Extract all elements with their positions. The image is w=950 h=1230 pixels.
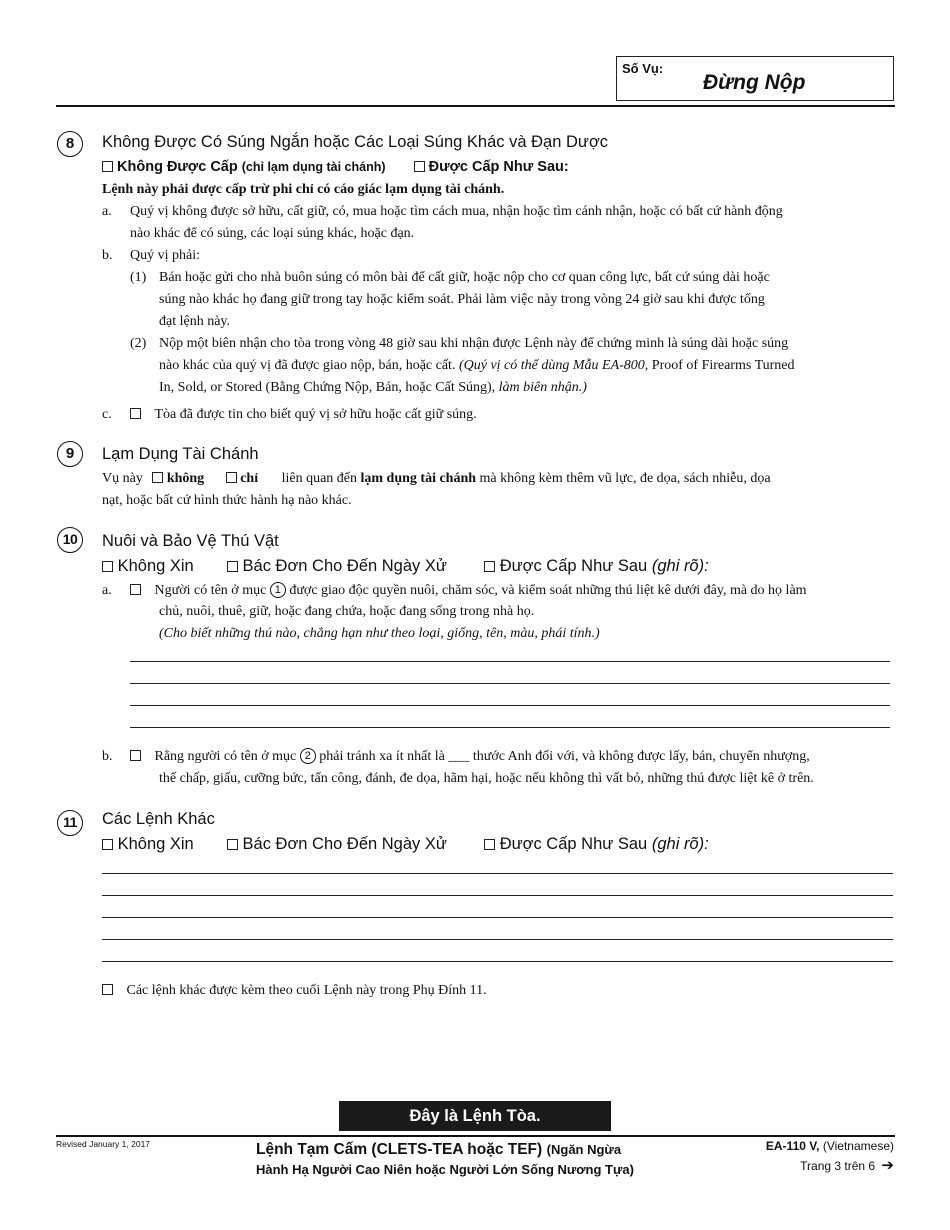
section-number-10: 10 [57, 527, 83, 553]
item-8b2-line3-text: In, Sold, or Stored (Bằng Chứng Nộp, Bán, hoặc Cất Súng), [159, 380, 496, 395]
fill-line-11-3[interactable] [102, 917, 893, 918]
item-10a-label: a. [102, 583, 112, 598]
item-10b-line1-pre: Rằng người có tên ở mục [154, 749, 297, 764]
form-title-sub: (Ngăn Ngừa [546, 1142, 622, 1157]
item-10b-ref: 2 [300, 748, 316, 764]
item-8b2-line3-italic: làm biên nhận.) [498, 380, 587, 395]
item-8b1-line2: súng nào khác họ đang giữ trong tay hoặc kiểm soát. Phải làm việc này trong vòng 24 giờ sau khi được tống [159, 292, 765, 307]
item-10a-line3: (Cho biết những thú nào, chẳng hạn như theo loại, giống, tên, màu, phái tính.) [159, 626, 600, 641]
item-8b2-line2-form: Proof of Firearms Turned [651, 358, 795, 373]
item-8c-label: c. [102, 407, 112, 422]
option-11-denied: Bác Đơn Cho Đến Ngày Xử [242, 835, 447, 853]
form-id-language: (Vietnamese) [822, 1139, 894, 1153]
section-9-khong-label: không [166, 471, 205, 486]
fill-line-10-3[interactable] [130, 705, 890, 706]
page-number: Trang 3 trên 6 [800, 1159, 876, 1173]
item-8b2-line2-italic: (Quý vị có thể dùng Mẫu EA-800, [458, 358, 649, 373]
section-11-options [102, 835, 709, 854]
section-9-chi-label: chỉ [240, 471, 259, 486]
item-8b1-line3: đạt lệnh này. [159, 314, 231, 329]
revised-date: Revised January 1, 2017 [56, 1139, 151, 1149]
court-order-banner: Đây là Lệnh Tòa. [339, 1101, 611, 1131]
item-8a-line1: Quý vị không được sở hữu, cất giữ, có, mua hoặc tìm cách mua, nhận hoặc tìm cánh nhận, hoặc có bất cứ hành động [130, 204, 783, 219]
section-9-bold: lạm dụng tài chánh [360, 471, 477, 486]
section-11-title: Các Lệnh Khác [102, 810, 215, 828]
item-8b1-label: (1) [130, 270, 147, 285]
option-10-granted-note: (ghi rõ): [651, 557, 709, 575]
section-9-line2: nạt, hoặc bất cứ hình thức hành hạ nào khác. [102, 493, 352, 508]
item-8a-label: a. [102, 204, 112, 219]
section-number-11: 11 [57, 810, 83, 836]
item-10b-label: b. [102, 749, 113, 764]
footer-rule [56, 1135, 895, 1137]
option-11-granted: Được Cấp Như Sau [499, 835, 648, 853]
checkbox-10-granted[interactable] [484, 561, 495, 572]
next-page-arrow-icon: ➔ [881, 1157, 894, 1174]
item-8a-line2: nào khác để có súng, các loại súng khác, hoặc đạn. [130, 226, 415, 241]
section-9-line1 [102, 468, 771, 490]
fill-line-10-2[interactable] [130, 683, 890, 684]
section-8-bold-note: Lệnh này phải được cấp trừ phi chỉ có cáo giác lạm dụng tài chánh. [102, 182, 505, 197]
option-11-not-requested: Không Xin [117, 835, 194, 853]
page-indicator [800, 1156, 894, 1174]
option-not-granted-label: Không Được Cấp [117, 159, 238, 175]
form-id-number: EA-110 V, [765, 1139, 820, 1153]
checkbox-10b[interactable] [130, 750, 141, 761]
section-number-9: 9 [57, 441, 83, 467]
section-9-mid: liên quan đến [281, 471, 357, 486]
checkbox-8c[interactable] [130, 408, 141, 419]
checkbox-11-not-requested[interactable] [102, 839, 113, 850]
checkbox-10-not-requested[interactable] [102, 561, 113, 572]
case-number-label: Số Vụ: [622, 61, 664, 76]
checkbox-9-khong[interactable] [152, 472, 163, 483]
section-9-pre: Vụ này [102, 471, 143, 486]
checkbox-11-granted[interactable] [484, 839, 495, 850]
case-number-box [616, 56, 894, 101]
section-number-8: 8 [57, 131, 83, 157]
form-id [766, 1139, 894, 1153]
option-10-not-requested: Không Xin [117, 557, 194, 575]
item-10a-line1-post: được giao độc quyền nuôi, chăm sóc, và kiểm soát những thú liệt kê dưới đây, mà do họ làm [289, 583, 807, 598]
checkbox-10a[interactable] [130, 584, 141, 595]
section-10-options [102, 557, 709, 576]
item-10b-line1-post: phải tránh xa ít nhất là ___ thước Anh đối với, và không được lấy, bán, chuyển nhượng, [319, 749, 810, 764]
form-title-main: Lệnh Tạm Cấm (CLETS-TEA hoặc TEF) [256, 1141, 543, 1158]
item-8b1-line1: Bán hoặc gửi cho nhà buôn súng có môn bài để cất giữ, hoặc nộp cho cơ quan công lực, bất cứ súng dài hoặc [159, 270, 770, 285]
checkbox-9-chi[interactable] [226, 472, 237, 483]
fill-line-11-1[interactable] [102, 873, 893, 874]
item-10a-line1-pre: Người có tên ở mục [154, 583, 267, 598]
item-8b2-label: (2) [130, 336, 147, 351]
item-10b-line1 [130, 746, 810, 768]
item-10b-line2: thế chấp, giấu, cưỡng bức, tấn công, đánh, đe dọa, hãm hại, hoặc nếu không thì vất bỏ, những thú được liệt kê ở trên. [159, 771, 814, 786]
section-9-post: mà không kèm thêm vũ lực, đe dọa, sách nhiễu, dọa [479, 471, 771, 486]
fill-line-11-5[interactable] [102, 961, 893, 962]
checkbox-granted[interactable] [414, 161, 425, 172]
item-8c-text: Tòa đã được tin cho biết quý vị sở hữu hoặc cất giữ súng. [154, 407, 477, 422]
checkbox-11-attachment[interactable] [102, 984, 113, 995]
item-8b-label: b. [102, 248, 113, 263]
item-8b-intro: Quý vị phải: [130, 248, 200, 263]
checkbox-11-denied[interactable] [227, 839, 238, 850]
item-8c [130, 404, 477, 426]
item-8b2-line1: Nộp một biên nhận cho tòa trong vòng 48 giờ sau khi nhận được Lệnh này để chứng minh là súng dài hoặc súng [159, 336, 789, 351]
item-11-attachment [102, 980, 487, 1002]
checkbox-10-denied[interactable] [227, 561, 238, 572]
option-10-denied: Bác Đơn Cho Đến Ngày Xử [242, 557, 447, 575]
section-10-title: Nuôi và Bảo Vệ Thú Vật [102, 532, 279, 550]
option-not-granted-note: (chỉ lạm dụng tài chánh) [241, 160, 386, 174]
item-10a-ref: 1 [270, 582, 286, 598]
item-11-attachment-text: Các lệnh khác được kèm theo cuối Lệnh này trong Phụ Đính 11. [126, 983, 487, 998]
fill-line-11-4[interactable] [102, 939, 893, 940]
item-8b2-line2-text: nào khác của quý vị đã được giao nộp, bán, hoặc cất. [159, 358, 456, 373]
item-10a-line2: chủ, nuôi, thuê, giữ, hoặc đang chứa, hoặc đang sống trong nhà họ. [159, 604, 535, 619]
option-10-granted: Được Cấp Như Sau [499, 557, 648, 575]
fill-line-10-1[interactable] [130, 661, 890, 662]
section-8-options [102, 159, 569, 175]
form-title [256, 1140, 726, 1180]
case-number-value: Đừng Nộp [703, 71, 806, 94]
fill-line-11-2[interactable] [102, 895, 893, 896]
section-9-title: Lạm Dụng Tài Chánh [102, 445, 259, 463]
section-8-title: Không Được Có Súng Ngắn hoặc Các Loại Súng Khác và Đạn Dược [102, 133, 609, 151]
option-11-granted-note: (ghi rõ): [651, 835, 709, 853]
item-8b2-line2 [159, 355, 795, 377]
header-rule [56, 105, 895, 107]
checkbox-not-granted[interactable] [102, 161, 113, 172]
item-10a-line1 [130, 580, 807, 602]
option-granted-label: Được Cấp Như Sau: [428, 159, 569, 175]
item-8b2-line3 [159, 377, 587, 399]
fill-line-10-4[interactable] [130, 727, 890, 728]
form-title-line2: Hành Hạ Người Cao Niên hoặc Người Lớn Sống Nương Tựa) [256, 1162, 634, 1177]
